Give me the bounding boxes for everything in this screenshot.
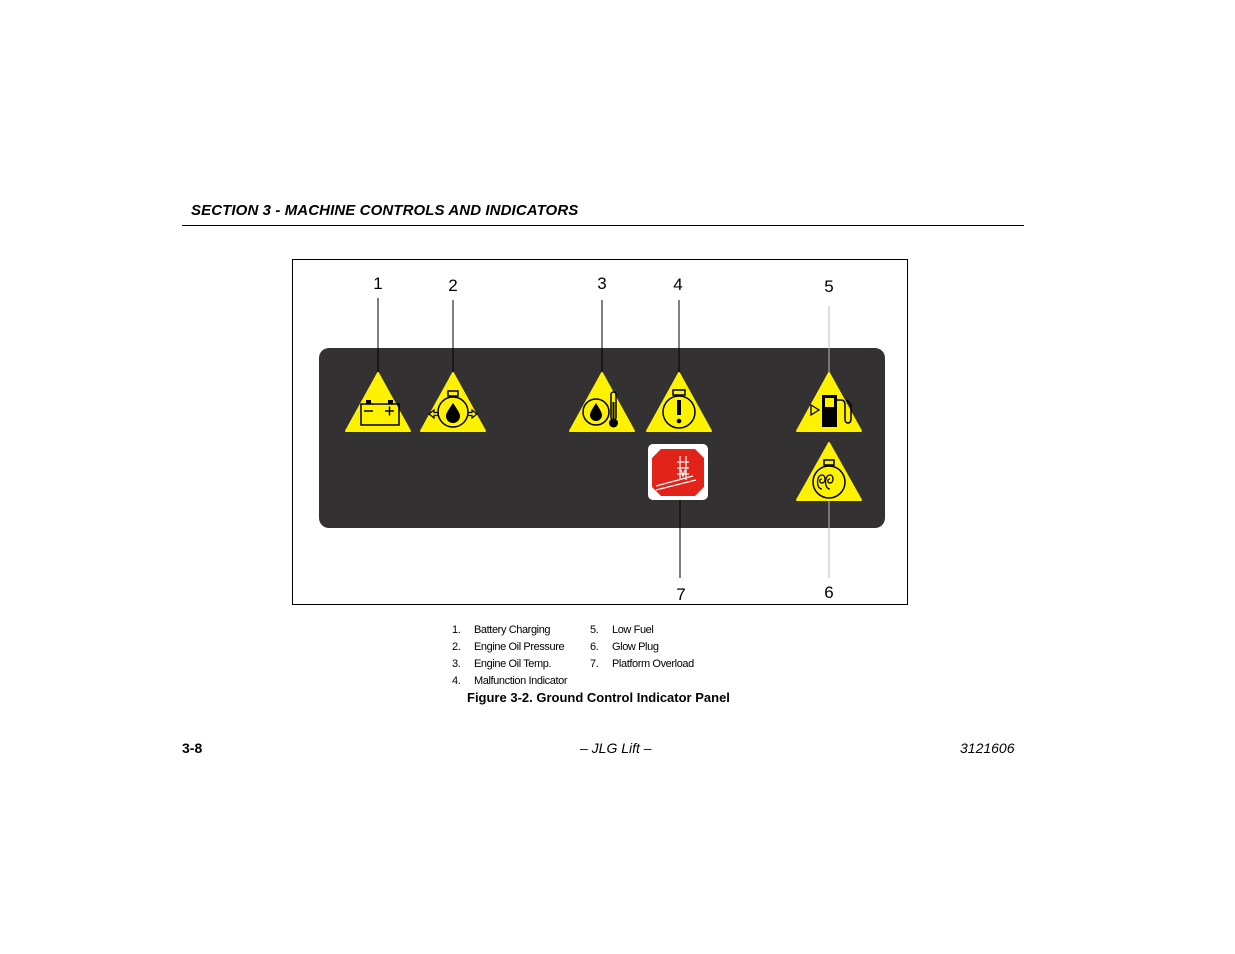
header-divider xyxy=(182,225,1024,226)
callout-4: 4 xyxy=(673,275,683,294)
document-number: 3121606 xyxy=(960,740,1015,756)
footer-publisher: – JLG Lift – xyxy=(580,740,652,756)
callout-6: 6 xyxy=(824,583,834,602)
callout-7: 7 xyxy=(676,585,686,604)
page-number: 3-8 xyxy=(182,740,203,756)
callout-3: 3 xyxy=(597,274,607,293)
callout-1: 1 xyxy=(373,274,383,293)
platform-overload-icon xyxy=(648,444,708,500)
callout-5: 5 xyxy=(824,277,834,296)
figure-frame xyxy=(292,259,908,605)
section-title: SECTION 3 - MACHINE CONTROLS AND INDICATORS xyxy=(191,202,579,219)
figure-caption: Figure 3-2. Ground Control Indicator Panel xyxy=(467,690,730,705)
ground-control-panel-illustration xyxy=(293,260,909,606)
callout-2: 2 xyxy=(448,276,458,295)
